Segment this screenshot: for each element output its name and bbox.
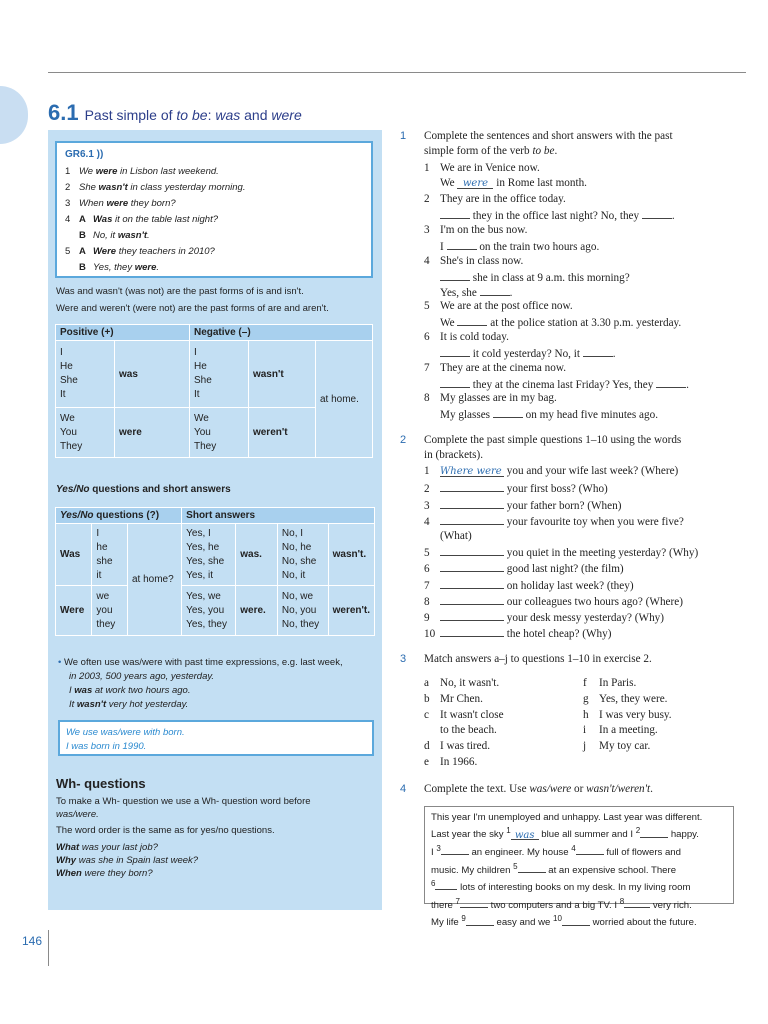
ex2-item: 5 you quiet in the meeting yesterday? (Why) bbox=[424, 547, 699, 559]
ex1-answer-6: it cold yesterday? No, it . bbox=[440, 346, 616, 360]
ex3-answer: d I was tired. bbox=[424, 740, 491, 752]
at-home: at home. bbox=[315, 341, 372, 458]
yes-no-table bbox=[55, 507, 375, 636]
ex3-answer: g Yes, they were. bbox=[583, 693, 668, 705]
ex1-answer-3: I on the train two hours ago. bbox=[440, 241, 600, 253]
pronouns-singular-neg: I He She It bbox=[189, 341, 248, 408]
q-at-home: at home? bbox=[127, 524, 181, 636]
ex1-answer-4b: Yes, she . bbox=[440, 287, 513, 299]
gap-6[interactable] bbox=[435, 879, 457, 890]
answer-field-5[interactable] bbox=[457, 315, 487, 326]
no-verb-1: wasn't. bbox=[328, 524, 374, 586]
question-field[interactable] bbox=[440, 481, 504, 492]
top-rule bbox=[48, 72, 746, 73]
answer-field-6b[interactable] bbox=[583, 346, 613, 357]
grammar-reference-box bbox=[55, 141, 373, 278]
ex1-item-3: 3 I'm on the bus now. bbox=[424, 224, 528, 236]
note-were: Were and weren't (were not) are the past forms of are and aren't. bbox=[56, 303, 329, 314]
ex1-item-5: 5 We are at the post office now. bbox=[424, 300, 573, 312]
answer-field-2b[interactable] bbox=[642, 208, 672, 219]
question-field[interactable] bbox=[440, 498, 504, 509]
exercise-1-number: 1 bbox=[400, 130, 407, 142]
question-field[interactable] bbox=[440, 578, 504, 589]
ex2-item: 8 our colleagues two hours ago? (Where) bbox=[424, 596, 683, 608]
gap-3[interactable] bbox=[441, 844, 469, 855]
section-title: 6.1 Past simple of to be: was and were bbox=[48, 100, 302, 125]
yes-no-heading: Yes/No questions and short answers bbox=[56, 484, 231, 495]
gap-10[interactable] bbox=[562, 915, 590, 926]
ex2-item: 9 your desk messy yesterday? (Why) bbox=[424, 612, 664, 624]
ex2-item: (What) bbox=[440, 530, 472, 542]
exercise-2-instruction-1: Complete the past simple questions 1–10 using the words bbox=[424, 434, 682, 446]
ex3-answer: c It wasn't close bbox=[424, 709, 504, 721]
exercise-4-text-box: This year I'm unemployed and unhappy. Last year was different. Last year the sky $^1$ was blue all summer and I $^2$ happy. I $^3$ an engineer. My house $^4$ full of flowers and music. My children $^5$ at an expensive school. There $^6$ lots of interesting books on my desk. In my living room there $^7$ two computers and a big TV. I $^8$ very rich. My life $^9$ easy and we $^{10}$ worried about the future. bbox=[424, 806, 734, 904]
q-pronouns-singular: I he she it bbox=[92, 524, 128, 586]
wh-explanation: To make a Wh- question we use a Wh- question word before was/were. bbox=[56, 796, 311, 820]
ex1-answer-8: My glasses on my head five minutes ago. bbox=[440, 409, 658, 421]
ex1-item-7: 7 They are at the cinema now. bbox=[424, 362, 567, 374]
q-pronouns-plural: we you they bbox=[92, 586, 128, 636]
gap-7[interactable] bbox=[460, 897, 488, 908]
answer-field-7b[interactable] bbox=[656, 377, 686, 388]
wh-examples: What was your last job? Why was she in Spain last week? When were they born? bbox=[56, 842, 199, 879]
ex1-item-1: 1 We are in Venice now. bbox=[424, 162, 540, 174]
ex1-item-4: 4 She's in class now. bbox=[424, 255, 524, 267]
exercise-1-instruction-2: simple form of the verb to be. bbox=[424, 145, 558, 157]
ex1-item-8: 8 My glasses are in my bag. bbox=[424, 392, 557, 404]
gap-9[interactable] bbox=[466, 915, 494, 926]
exercise-4-number: 4 bbox=[400, 783, 407, 795]
no-answers-2: No, we No, you No, they bbox=[277, 586, 328, 636]
gap-1[interactable]: was bbox=[511, 829, 539, 840]
answer-field-3[interactable] bbox=[447, 239, 477, 250]
ex2-item: 4 your favourite toy when you were five? bbox=[424, 516, 684, 528]
exercise-4-instruction: Complete the text. Use was/were or wasn't/weren't. bbox=[424, 783, 653, 795]
yes-answers-1: Yes, I Yes, he Yes, she Yes, it bbox=[182, 524, 236, 586]
verb-wasnt: wasn't bbox=[248, 341, 315, 408]
ex1-answer-2: they in the office last night? No, they . bbox=[440, 208, 675, 222]
header-negative: Negative (–) bbox=[189, 325, 372, 341]
page-number: 146 bbox=[22, 934, 43, 948]
question-field[interactable] bbox=[440, 561, 504, 572]
gap-5[interactable] bbox=[518, 862, 546, 873]
exercise-3-number: 3 bbox=[400, 653, 407, 665]
section-tab-decoration bbox=[0, 86, 28, 144]
exercise-1-instruction-1: Complete the sentences and short answers with the past bbox=[424, 130, 673, 142]
no-answers-1: No, I No, he No, she No, it bbox=[277, 524, 328, 586]
ex3-answer: j My toy car. bbox=[583, 740, 651, 752]
verb-were: were bbox=[115, 408, 190, 458]
ex2-item: 6 good last night? (the film) bbox=[424, 563, 624, 575]
grammar-example: 1 We were in Lisbon last weekend. bbox=[65, 166, 219, 177]
grammar-example: B Yes, they were. bbox=[79, 262, 160, 273]
exercise-3-instruction: Match answers a–j to questions 1–10 in exercise 2. bbox=[424, 653, 652, 665]
gap-8[interactable] bbox=[624, 897, 650, 908]
question-field[interactable] bbox=[440, 514, 504, 525]
ex1-answer-5: We at the police station at 3.30 p.m. yesterday. bbox=[440, 317, 682, 329]
question-field[interactable] bbox=[440, 594, 504, 605]
positive-negative-table bbox=[55, 324, 373, 458]
yes-answers-2: Yes, we Yes, you Yes, they bbox=[182, 586, 236, 636]
answer-field-4a[interactable] bbox=[440, 270, 470, 281]
answer-field-4b[interactable] bbox=[480, 285, 510, 296]
grammar-example: 5 A Were they teachers in 2010? bbox=[65, 246, 215, 257]
ex2-item: 1 Where were you and your wife last week? (Where) bbox=[424, 465, 679, 477]
wh-word-order: The word order is the same as for yes/no questions. bbox=[56, 825, 275, 836]
wh-questions-heading: Wh- questions bbox=[56, 776, 146, 791]
grammar-example: 4 A Was it on the table last night? bbox=[65, 214, 219, 225]
grammar-example: 3 When were they born? bbox=[65, 198, 176, 209]
answer-field-2a[interactable] bbox=[440, 208, 470, 219]
ex3-answer: f In Paris. bbox=[583, 677, 637, 689]
answer-field-1[interactable]: were bbox=[457, 178, 493, 189]
answer-field-7a[interactable] bbox=[440, 377, 470, 388]
exercise-2-number: 2 bbox=[400, 434, 407, 446]
ex3-answer: b Mr Chen. bbox=[424, 693, 483, 705]
page-number-rule bbox=[48, 930, 49, 966]
grammar-example: B No, it wasn't. bbox=[79, 230, 150, 241]
ex1-item-6: 6 It is cold today. bbox=[424, 331, 509, 343]
born-note-box: We use was/were with born. I was born in 1990. bbox=[58, 720, 374, 756]
yes-verb-2: were. bbox=[236, 586, 278, 636]
ex1-item-2: 2 They are in the office today. bbox=[424, 193, 566, 205]
ex3-answer: i In a meeting. bbox=[583, 724, 658, 736]
exercise-2-instruction-2: in (brackets). bbox=[424, 449, 484, 461]
pronouns-plural-neg: We You They bbox=[189, 408, 248, 458]
q-were: Were bbox=[56, 586, 92, 636]
note-was: Was and wasn't (was not) are the past forms of is and isn't. bbox=[56, 286, 304, 297]
ex3-answer: to the beach. bbox=[440, 724, 497, 736]
gap-4[interactable] bbox=[576, 844, 604, 855]
ex2-item: 7 on holiday last week? (they) bbox=[424, 580, 634, 592]
ex3-answer: e In 1966. bbox=[424, 756, 478, 768]
question-field[interactable] bbox=[440, 626, 504, 637]
audio-reference[interactable]: GR6.1 )) bbox=[65, 149, 104, 160]
ex1-answer-7: they at the cinema last Friday? Yes, they . bbox=[440, 377, 689, 391]
time-expressions-note: • We often use was/were with past time expressions, e.g. last week, in 2003, 500 years ago, yesterday. I was at work two hours ago. It wasn't very hot yesterday. bbox=[58, 657, 343, 710]
grammar-example: 2 She wasn't in class yesterday morning. bbox=[65, 182, 246, 193]
pronouns-singular: I He She It bbox=[56, 341, 115, 408]
yes-verb-1: was. bbox=[236, 524, 278, 586]
ex2-item: 2 your first boss? (Who) bbox=[424, 483, 608, 495]
ex3-answer: a No, it wasn't. bbox=[424, 677, 500, 689]
verb-werent: weren't bbox=[248, 408, 315, 458]
ex1-answer-1: We were in Rome last month. bbox=[440, 177, 587, 189]
gap-2[interactable] bbox=[640, 827, 668, 838]
verb-was: was bbox=[115, 341, 190, 408]
no-verb-2: weren't. bbox=[328, 586, 374, 636]
ex3-answer: h I was very busy. bbox=[583, 709, 672, 721]
ex2-item: 3 your father born? (When) bbox=[424, 500, 622, 512]
ex2-item: 10 the hotel cheap? (Why) bbox=[424, 628, 612, 640]
answer-field-6a[interactable] bbox=[440, 346, 470, 357]
header-short-answers: Short answers bbox=[182, 508, 375, 524]
question-field[interactable] bbox=[440, 610, 504, 621]
header-questions: Yes/No questions (?) bbox=[56, 508, 182, 524]
pronouns-plural: We You They bbox=[56, 408, 115, 458]
answer-field-8[interactable] bbox=[493, 407, 523, 418]
header-positive: Positive (+) bbox=[56, 325, 190, 341]
ex1-answer-4: she in class at 9 a.m. this morning? bbox=[440, 270, 630, 284]
q-was: Was bbox=[56, 524, 92, 586]
question-field[interactable]: Where were bbox=[440, 466, 504, 477]
question-field[interactable] bbox=[440, 545, 504, 556]
